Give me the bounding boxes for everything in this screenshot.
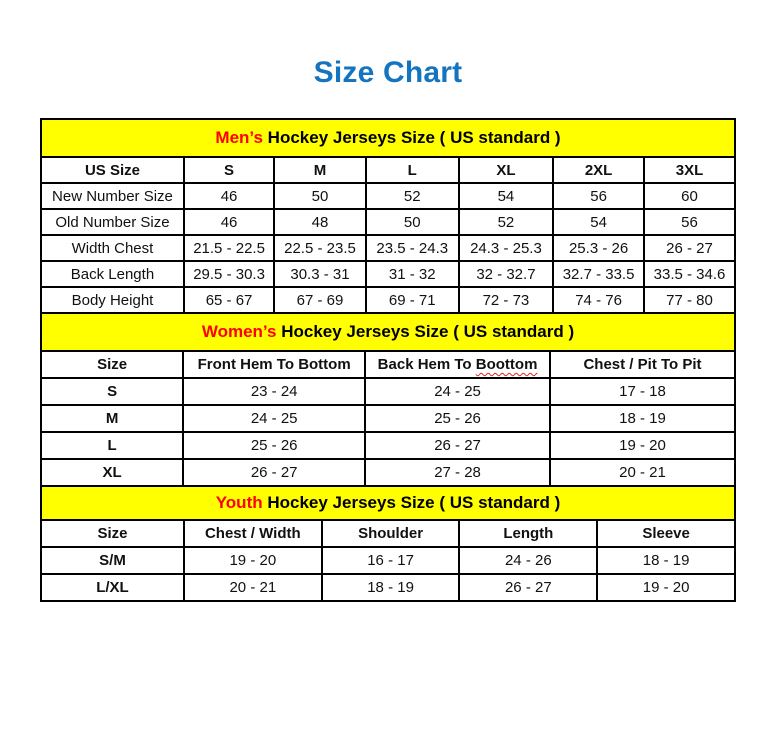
column-header: Front Hem To Bottom (183, 351, 365, 378)
size-value-cell: 27 - 28 (365, 459, 550, 486)
size-value-cell: 26 - 27 (365, 432, 550, 459)
size-value-cell: 23 - 24 (183, 378, 365, 405)
column-header: S (184, 157, 274, 183)
size-value-cell: 46 (184, 209, 274, 235)
caption-accent: Youth (215, 493, 263, 512)
youth-size-table (40, 487, 736, 602)
youth-table-caption (40, 487, 736, 519)
column-header: M (274, 157, 366, 183)
caption-accent: Women’s (201, 322, 277, 341)
caption-text: Hockey Jerseys Size ( US standard ) (262, 493, 561, 512)
size-value-cell: 74 - 76 (553, 287, 644, 313)
size-value-cell: 23.5 - 24.3 (366, 235, 459, 261)
table-row (41, 378, 735, 405)
table-row (41, 405, 735, 432)
size-value-cell: 16 - 17 (322, 547, 460, 574)
caption-text: Hockey Jerseys Size ( US standard ) (262, 128, 561, 147)
table-row (41, 287, 735, 313)
column-header: L (366, 157, 459, 183)
size-value-cell: 32 - 32.7 (459, 261, 553, 287)
womens-table-caption (40, 314, 736, 350)
header-row (41, 520, 735, 547)
column-header: US Size (41, 157, 184, 183)
size-value-cell: 24 - 26 (459, 547, 597, 574)
caption-accent: Men’s (215, 128, 263, 147)
size-value-cell: 65 - 67 (184, 287, 274, 313)
column-header: Chest / Width (184, 520, 322, 547)
size-value-cell: 21.5 - 22.5 (184, 235, 274, 261)
misspelled-word: Boottom (475, 356, 538, 373)
size-value-cell: 24 - 25 (365, 378, 550, 405)
row-label-cell: Old Number Size (41, 209, 184, 235)
womens-size-table (40, 314, 736, 487)
size-value-cell: 19 - 20 (550, 432, 735, 459)
size-value-cell: 18 - 19 (322, 574, 460, 601)
size-value-cell: 50 (366, 209, 459, 235)
size-value-cell: 52 (366, 183, 459, 209)
size-value-cell: 46 (184, 183, 274, 209)
table-row (41, 235, 735, 261)
table-row (41, 432, 735, 459)
row-label-cell: Width Chest (41, 235, 184, 261)
size-value-cell: 25 - 26 (183, 432, 365, 459)
size-value-cell: 52 (459, 209, 553, 235)
column-header: Size (41, 520, 184, 547)
column-header: XL (459, 157, 553, 183)
size-value-cell: 31 - 32 (366, 261, 459, 287)
table-row (41, 209, 735, 235)
header-row (41, 157, 735, 183)
size-value-cell: 26 - 27 (459, 574, 597, 601)
size-value-cell: 20 - 21 (550, 459, 735, 486)
column-header: Length (459, 520, 597, 547)
row-label-cell: L (41, 432, 183, 459)
size-value-cell: 69 - 71 (366, 287, 459, 313)
size-value-cell: 24.3 - 25.3 (459, 235, 553, 261)
row-label-cell: M (41, 405, 183, 432)
size-value-cell: 30.3 - 31 (274, 261, 366, 287)
size-value-cell: 54 (459, 183, 553, 209)
row-label-cell: S (41, 378, 183, 405)
size-value-cell: 33.5 - 34.6 (644, 261, 735, 287)
size-value-cell: 17 - 18 (550, 378, 735, 405)
mens-table-caption (40, 118, 736, 156)
size-value-cell: 50 (274, 183, 366, 209)
table-row (41, 183, 735, 209)
size-value-cell: 18 - 19 (597, 547, 735, 574)
size-value-cell: 60 (644, 183, 735, 209)
size-value-cell: 72 - 73 (459, 287, 553, 313)
row-label-cell: L/XL (41, 574, 184, 601)
size-value-cell: 19 - 20 (597, 574, 735, 601)
column-header: 3XL (644, 157, 735, 183)
size-value-cell: 54 (553, 209, 644, 235)
column-header: Chest / Pit To Pit (550, 351, 735, 378)
youth-table (40, 519, 736, 602)
caption-text: Hockey Jerseys Size ( US standard ) (276, 322, 575, 341)
page-title: Size Chart (313, 56, 463, 89)
column-header: Size (41, 351, 183, 378)
size-value-cell: 26 - 27 (183, 459, 365, 486)
header-row (41, 351, 735, 378)
table-row (41, 261, 735, 287)
table-row (41, 459, 735, 486)
size-value-cell: 67 - 69 (274, 287, 366, 313)
size-value-cell: 20 - 21 (184, 574, 322, 601)
size-value-cell: 29.5 - 30.3 (184, 261, 274, 287)
row-label-cell: Body Height (41, 287, 184, 313)
size-value-cell: 56 (644, 209, 735, 235)
column-header: Shoulder (322, 520, 460, 547)
column-header: Sleeve (597, 520, 735, 547)
table-row (41, 547, 735, 574)
size-value-cell: 32.7 - 33.5 (553, 261, 644, 287)
column-header (365, 351, 550, 378)
mens-table (40, 156, 736, 314)
size-value-cell: 56 (553, 183, 644, 209)
size-value-cell: 22.5 - 23.5 (274, 235, 366, 261)
size-value-cell: 25.3 - 26 (553, 235, 644, 261)
row-label-cell: Back Length (41, 261, 184, 287)
size-value-cell: 26 - 27 (644, 235, 735, 261)
size-value-cell: 24 - 25 (183, 405, 365, 432)
row-label-cell: New Number Size (41, 183, 184, 209)
table-row (41, 574, 735, 601)
size-value-cell: 77 - 80 (644, 287, 735, 313)
column-header-text: Back Hem To (377, 356, 476, 373)
size-chart-page (0, 56, 776, 748)
mens-size-table (40, 118, 736, 314)
column-header: 2XL (553, 157, 644, 183)
size-value-cell: 19 - 20 (184, 547, 322, 574)
row-label-cell: XL (41, 459, 183, 486)
row-label-cell: S/M (41, 547, 184, 574)
size-value-cell: 25 - 26 (365, 405, 550, 432)
womens-table (40, 350, 736, 487)
size-value-cell: 18 - 19 (550, 405, 735, 432)
size-value-cell: 48 (274, 209, 366, 235)
size-tables (40, 118, 736, 602)
